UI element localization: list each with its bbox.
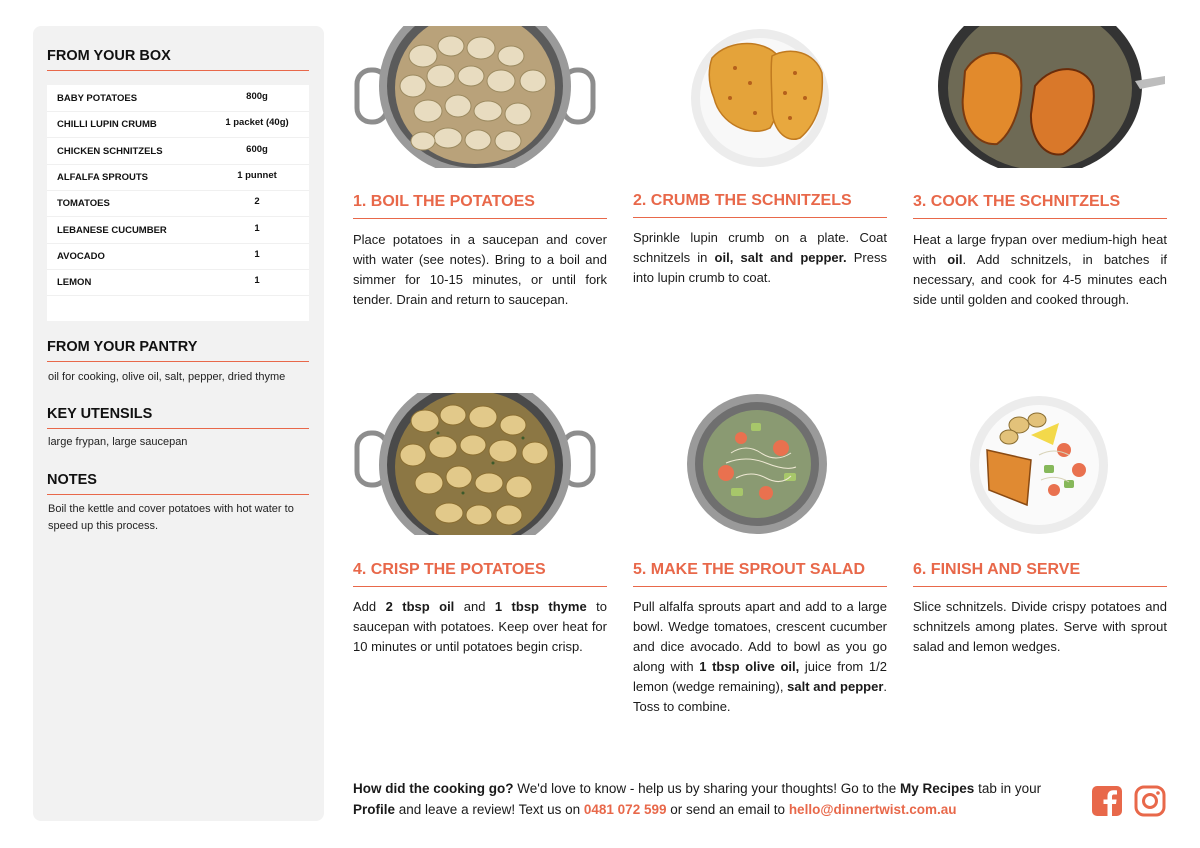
divider (353, 586, 607, 587)
text-run: and leave a review! Text us on (395, 802, 584, 817)
ingredient-row (47, 85, 309, 112)
ingredients-table (47, 85, 309, 321)
text-run: Pull alfalfa sprouts apart and add to a large bowl. Wedge tomatoes, crescent cucumber and dice avocado. Add to bowl as you go along with (633, 599, 887, 674)
pantry-title: FROM YOUR PANTRY (47, 339, 198, 355)
from-box-title: FROM YOUR BOX (47, 48, 171, 64)
ingredient-quantity: 1 punnet (237, 169, 277, 181)
text-run: and (454, 599, 495, 614)
text-run: juice from 1/2 lemon (wedge remaining), (633, 659, 887, 694)
ingredient-row (47, 217, 309, 244)
text-run: tab in your (974, 781, 1042, 796)
divider (47, 494, 309, 495)
bold-text: oil, salt and pepper. (714, 250, 847, 265)
ingredient-name: LEBANESE CUCUMBER (57, 224, 167, 236)
divider (633, 586, 887, 587)
ingredient-quantity: 2 (254, 196, 260, 208)
divider (633, 217, 887, 218)
ingredient-name: CHILLI LUPIN CRUMB (57, 119, 157, 131)
ingredient-row (47, 243, 309, 270)
feedback-footer (353, 778, 1075, 820)
step-5-title: 5. MAKE THE SPROUT SALAD (633, 561, 866, 578)
ingredient-name: LEMON (57, 277, 92, 289)
notes-title: NOTES (47, 472, 97, 488)
ingredient-row (47, 111, 309, 138)
ingredient-name: ALFALFA SPROUTS (57, 171, 148, 183)
step-4-text (353, 597, 607, 657)
step-2-title: 2. CRUMB THE SCHNITZELS (633, 192, 852, 209)
text-run: . Toss to combine. (633, 679, 887, 714)
ingredient-quantity: 800g (246, 91, 268, 102)
text-run: to saucepan with potatoes. Keep over heat for 10 minutes or until potatoes begin crisp. (353, 599, 607, 654)
instagram-icon[interactable] (1134, 785, 1166, 817)
ingredient-row (47, 138, 309, 165)
ingredient-name: TOMATOES (57, 198, 110, 210)
facebook-icon[interactable] (1091, 785, 1123, 817)
frypan-schnitzels-photo (935, 26, 1165, 168)
bold-text: Profile (353, 802, 396, 817)
bold-text: How did the cooking go? (353, 781, 514, 796)
bold-text: 1 tbsp thyme (494, 599, 587, 614)
ingredient-row (47, 269, 309, 296)
text-run: or send an email to (666, 802, 789, 817)
plated-dish-photo (969, 395, 1109, 535)
text-run: . Add schnitzels, in batches if necessary, and cook for 4-5 minutes each side until golden and cooked through. (913, 252, 1167, 307)
utensils-text: large frypan, large saucepan (48, 436, 188, 448)
step-6-title: 6. FINISH AND SERVE (913, 561, 1081, 578)
bold-text: 1 tbsp olive oil, (699, 659, 800, 674)
pantry-text: oil for cooking, olive oil, salt, pepper, dried thyme (48, 371, 286, 383)
divider (47, 70, 309, 71)
ingredient-name: AVOCADO (57, 250, 105, 262)
notes-text: Boil the kettle and cover potatoes with hot water to speed up this process. (48, 503, 294, 532)
ingredient-quantity: 1 (254, 275, 260, 287)
step-1-text (353, 230, 607, 310)
ingredient-quantity: 1 (254, 248, 260, 260)
divider (47, 361, 309, 362)
ingredient-row (47, 190, 309, 217)
text-run: Sprinkle lupin crumb on a plate. Coat schnitzels in (633, 230, 887, 265)
text-run: Slice schnitzels. Divide crispy potatoes and schnitzels among plates. Serve with sprout salad and lemon wedges. (913, 599, 1167, 654)
divider (913, 218, 1167, 219)
bold-text: oil (947, 252, 963, 267)
crumbed-schnitzels-photo (690, 28, 830, 168)
step-1-title: 1. BOIL THE POTATOES (353, 193, 535, 210)
crispy-potatoes-photo (353, 393, 597, 535)
ingredient-row (47, 164, 309, 191)
ingredient-name: CHICKEN SCHNITZELS (57, 145, 163, 157)
bold-text: salt and pepper (787, 679, 884, 694)
step-6-text (913, 597, 1167, 657)
ingredient-quantity: 1 (254, 222, 260, 234)
contact-link[interactable]: hello@dinnertwist.com.au (788, 802, 957, 817)
step-2-text (633, 228, 887, 288)
pot-of-potatoes-photo (353, 26, 597, 168)
bold-text: 2 tbsp oil (385, 599, 455, 614)
divider (47, 428, 309, 429)
step-4-title: 4. CRISP THE POTATOES (353, 561, 546, 578)
step-3-title: 3. COOK THE SCHNITZELS (913, 193, 1121, 210)
step-5-text (633, 597, 887, 717)
sprout-salad-photo (686, 393, 828, 535)
bold-text: My Recipes (900, 781, 975, 796)
text-run: Place potatoes in a saucepan and cover with water (see notes). Bring to a boil and simmer for 10-15 minutes, or until fork tender. Drain and return to saucepan. (353, 232, 607, 307)
divider (913, 586, 1167, 587)
text-run: Press into lupin crumb to coat. (633, 250, 887, 285)
ingredient-quantity: 600g (246, 143, 268, 155)
text-run: Heat a large frypan over medium-high heat with (913, 232, 1167, 267)
text-run: We'd love to know - help us by sharing your thoughts! Go to the (513, 781, 901, 796)
divider (353, 218, 607, 219)
ingredient-name: BABY POTATOES (57, 93, 138, 104)
text-run: Add (353, 599, 386, 614)
ingredients-sidebar (33, 26, 324, 821)
contact-link[interactable]: 0481 072 599 (583, 802, 667, 817)
step-3-text (913, 230, 1167, 310)
utensils-title: KEY UTENSILS (47, 406, 153, 422)
ingredient-quantity: 1 packet (40g) (225, 117, 289, 129)
